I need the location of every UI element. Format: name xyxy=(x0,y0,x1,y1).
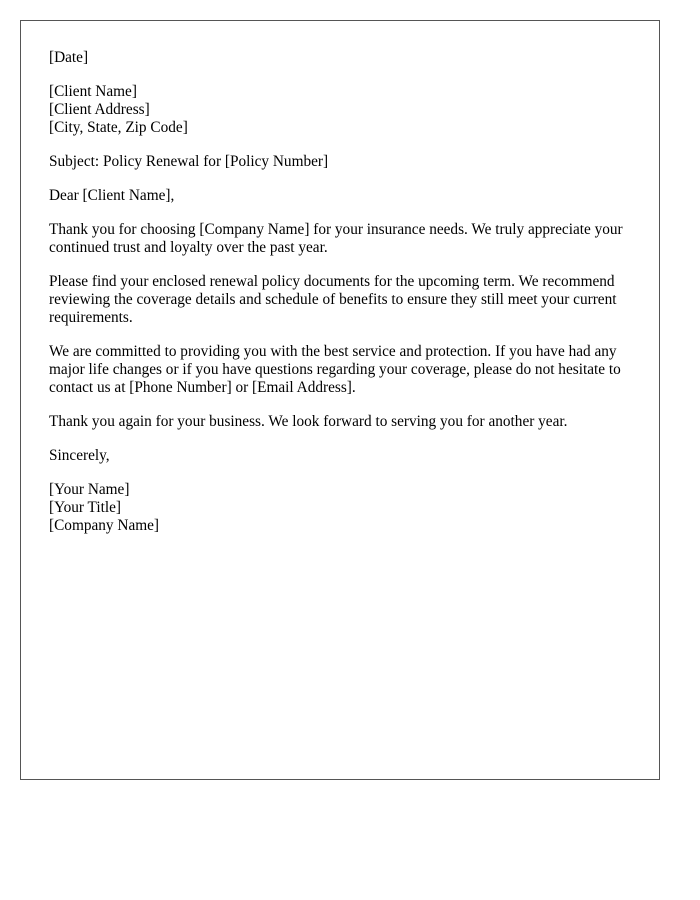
salutation-block xyxy=(49,187,631,205)
recipient-address: [Client Address] xyxy=(49,101,150,118)
body-paragraph-4: Thank you again for your business. We look forward to serving you for another year. xyxy=(49,413,568,430)
recipient-address-block xyxy=(49,83,631,137)
body-paragraph-3: We are committed to providing you with the best service and protection. If you have had any major life changes or if you have questions regarding your coverage, please do not hesitate to contact us at [Phone Number] or [Email Address]. xyxy=(49,343,621,396)
salutation: Dear [Client Name], xyxy=(49,187,175,204)
date-block xyxy=(49,49,631,67)
recipient-name: [Client Name] xyxy=(49,83,137,100)
recipient-city-state-zip: [City, State, Zip Code] xyxy=(49,119,188,136)
letter-date: [Date] xyxy=(49,49,89,66)
body-paragraph-1: Thank you for choosing [Company Name] for your insurance needs. We truly appreciate your continued trust and loyalty over the past year. xyxy=(49,221,623,256)
signature-name: [Your Name] xyxy=(49,481,130,498)
subject-line: Subject: Policy Renewal for [Policy Number] xyxy=(49,153,329,170)
signature-block xyxy=(49,481,631,535)
subject-block xyxy=(49,153,631,171)
signature-company: [Company Name] xyxy=(49,517,160,534)
signature-title: [Your Title] xyxy=(49,499,121,516)
closing-block xyxy=(49,447,631,465)
body-paragraph-2: Please find your enclosed renewal policy documents for the upcoming term. We recommend reviewing the coverage details and schedule of benefits to ensure they still meet your current requirements. xyxy=(49,273,617,326)
closing: Sincerely, xyxy=(49,447,110,464)
letter-page xyxy=(20,20,660,780)
